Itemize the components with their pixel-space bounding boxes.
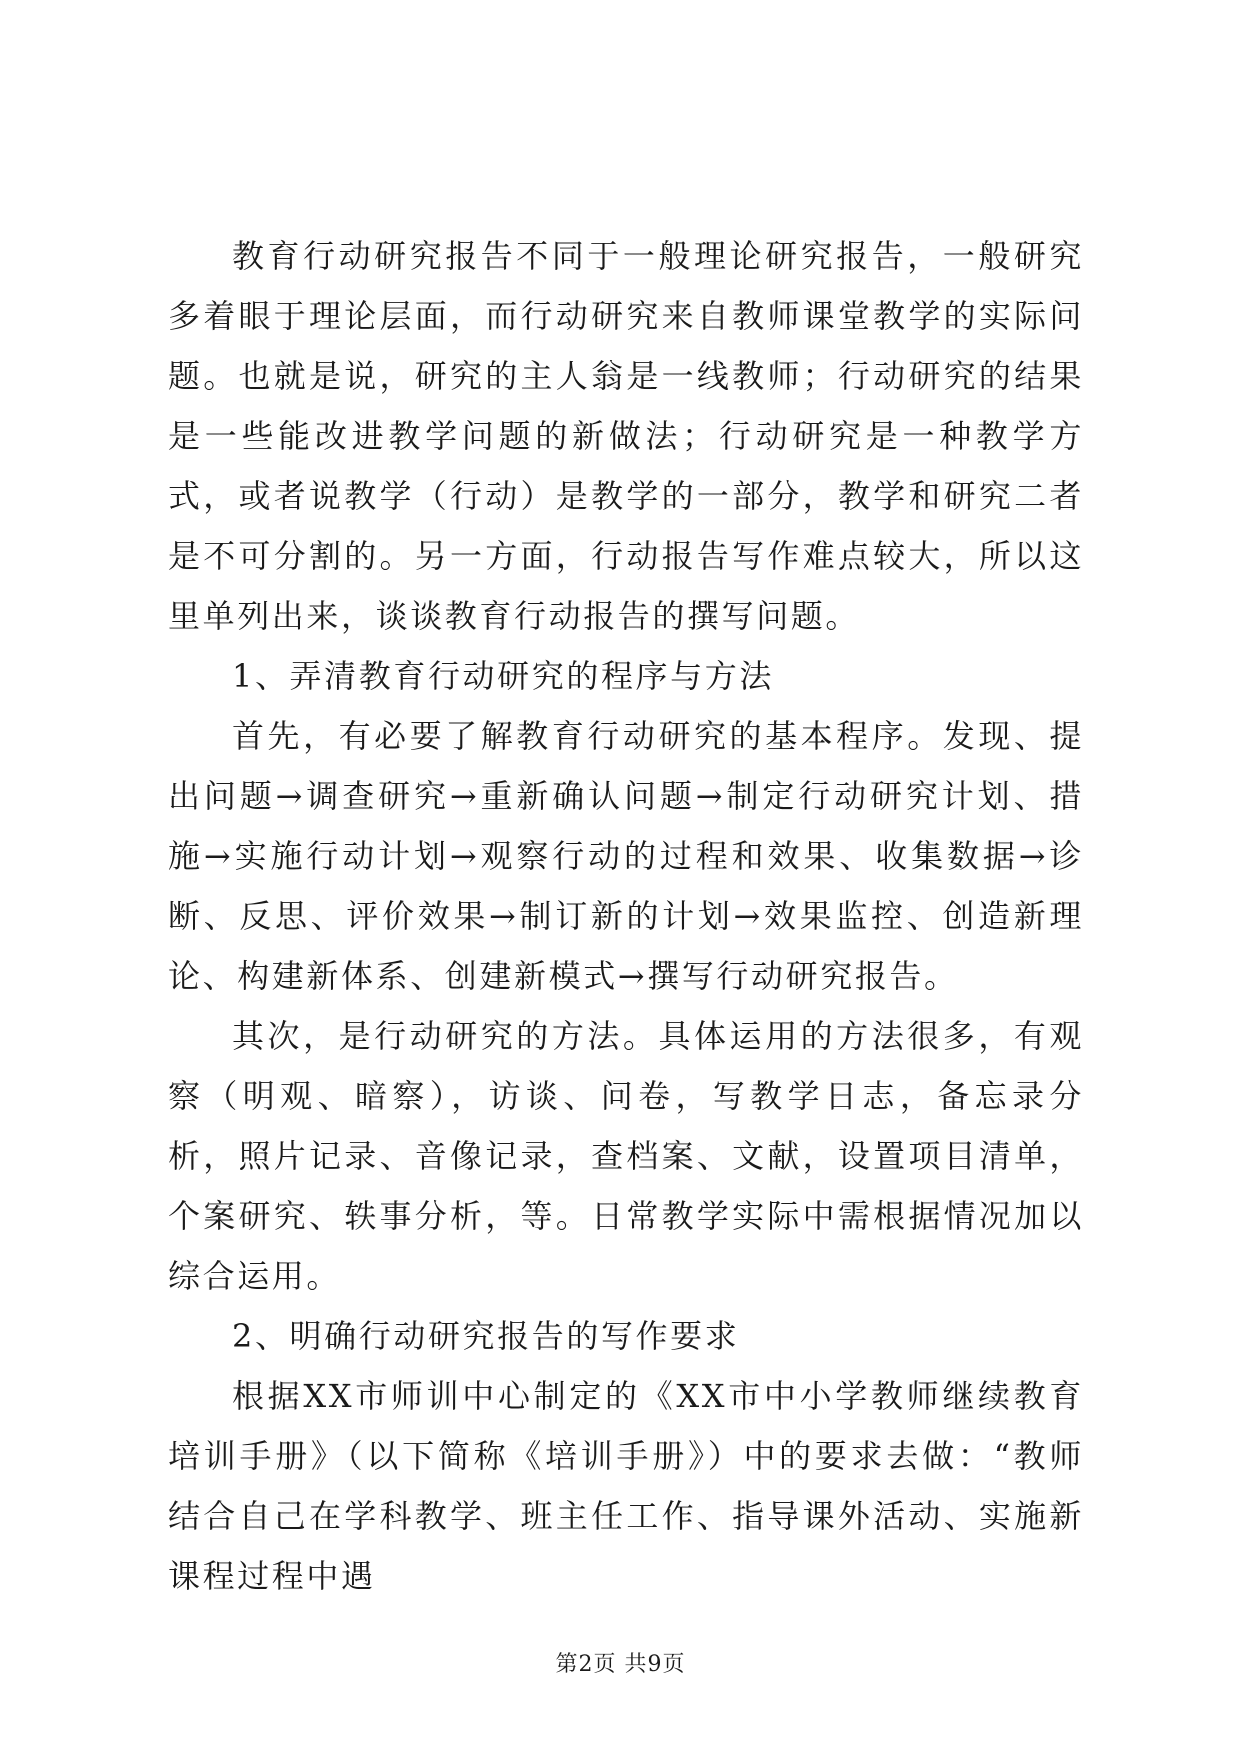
section-heading-2: 2、明确行动研究报告的写作要求 — [232, 1317, 740, 1355]
section-heading-1: 1、弄清教育行动研究的程序与方法 — [232, 657, 774, 695]
body-paragraph-3: 其次，是行动研究的方法。具体运用的方法很多，有观察（明观、暗察），访谈、问卷，写教学日志，备忘录分析，照片记录、音像记录，查档案、文献，设置项目清单，个案研究、轶事分析，等。日常教学实际中需根据情况加以综合运用。 — [168, 1017, 1084, 1295]
body-paragraph-4: 根据XX市师训中心制定的《XX市中小学教师继续教育培训手册》（以下简称《培训手册》）中的要求去做：“教师结合自己在学科教学、班主任工作、指导课外活动、实施新课程过程中遇 — [168, 1377, 1084, 1595]
body-paragraph-2: 首先，有必要了解教育行动研究的基本程序。发现、提出问题→调查研究→重新确认问题→制定行动研究计划、措施→实施行动计划→观察行动的过程和效果、收集数据→诊断、反思、评价效果→制订新的计划→效果监控、创造新理论、构建新体系、创建新模式→撰写行动研究报告。 — [168, 717, 1084, 995]
document-body — [168, 226, 1084, 1606]
page-number-footer: 第2页 共9页 — [555, 1652, 686, 1677]
body-paragraph-1: 教育行动研究报告不同于一般理论研究报告，一般研究多着眼于理论层面，而行动研究来自教师课堂教学的实际问题。也就是说，研究的主人翁是一线教师；行动研究的结果是一些能改进教学问题的新做法；行动研究是一种教学方式，或者说教学（行动）是教学的一部分，教学和研究二者是不可分割的。另一方面，行动报告写作难点较大，所以这里单列出来，谈谈教育行动报告的撰写问题。 — [168, 237, 1084, 635]
